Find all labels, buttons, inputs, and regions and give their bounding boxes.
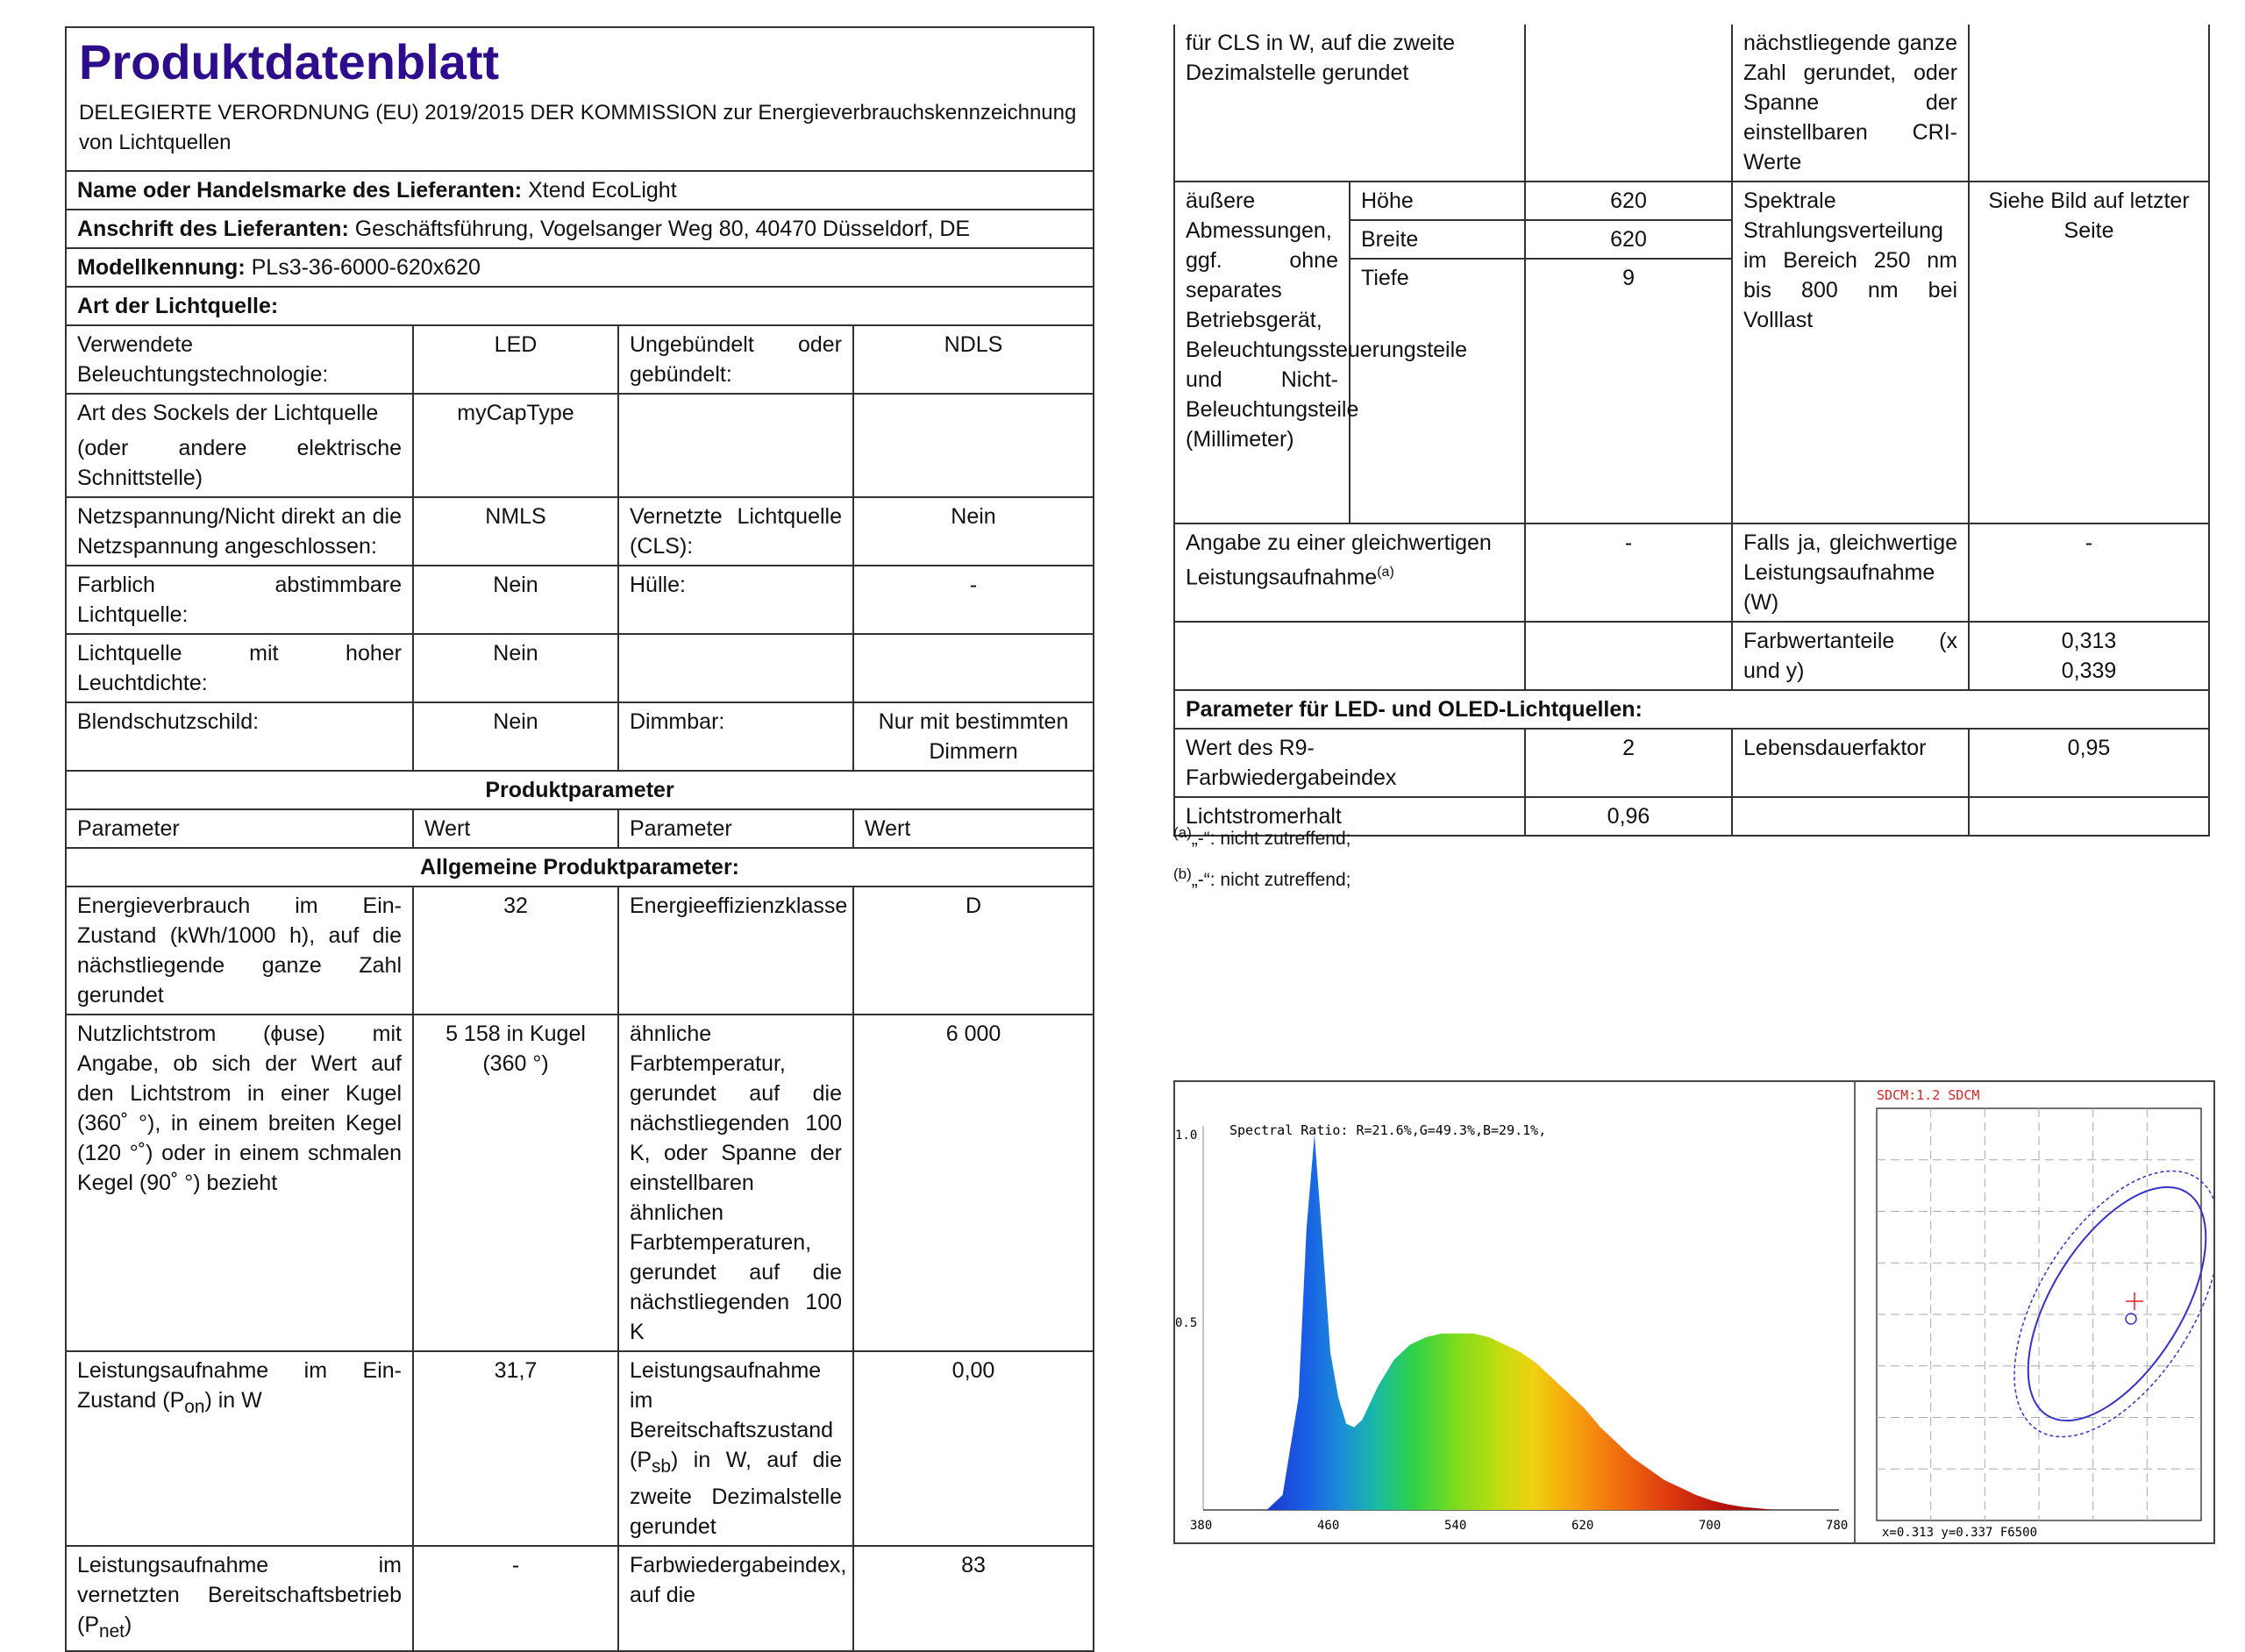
empty-cell <box>853 634 1094 702</box>
spectral-ratio-text: Spectral Ratio: R=21.6%,G=49.3%,B=29.1%, <box>1229 1122 1547 1138</box>
empty-cell <box>1525 622 1732 690</box>
connected-value: Nein <box>853 497 1094 566</box>
pon-label-unit: ) in W <box>204 1388 262 1413</box>
empty-cell <box>1732 797 1969 836</box>
footnote-a-mark: (a) <box>1173 824 1192 841</box>
high-luminance-label: Lichtquelle mit hoher Leuchtdichte: <box>66 634 413 702</box>
measured-point <box>2126 1314 2136 1324</box>
height-value: 620 <box>1525 182 1732 220</box>
footnote-a-text: „-“: nicht zutreffend; <box>1191 829 1351 849</box>
pnet-label-end: ) <box>124 1613 132 1637</box>
mains-value: NMLS <box>413 497 618 566</box>
x-tick-label: 380 <box>1190 1519 1213 1533</box>
empty-cell <box>1969 25 2209 182</box>
sdcm-title: SDCM:1.2 SDCM <box>1877 1087 1980 1103</box>
width-value: 620 <box>1525 220 1732 259</box>
cap-label-cell <box>66 394 413 497</box>
mains-label: Netzspannung/Nicht direkt an die Netzspannung angeschlossen: <box>66 497 413 566</box>
flux-value: 5 158 in Kugel (360 °) <box>413 1015 618 1351</box>
model-label: Modellkennung: <box>77 255 246 280</box>
led-parameters-heading: Parameter für LED- und OLED-Lichtquellen: <box>1174 690 2209 729</box>
product-parameters-heading: Produktparameter <box>66 771 1094 809</box>
footnote-b-mark: (b) <box>1173 865 1192 882</box>
pnet-sub: net <box>99 1621 125 1641</box>
spectrum-area <box>1267 1135 1776 1510</box>
height-label: Höhe <box>1350 182 1525 220</box>
focus-value: NDLS <box>853 325 1094 394</box>
supplier-name-row <box>66 171 1094 210</box>
x-tick-label: 700 <box>1699 1519 1721 1533</box>
general-parameters-heading: Allgemeine Produktparameter: <box>66 848 1094 887</box>
footnote-b-text: „-“: nicht zutreffend; <box>1191 870 1351 890</box>
supplier-address-label: Anschrift des Lieferanten: <box>77 217 349 241</box>
depth-value: 9 <box>1525 259 1732 523</box>
psb-label <box>618 1351 853 1546</box>
psb-label-unit: ) in W, auf die zweite Dezimalstelle gerundet <box>630 1448 842 1539</box>
page-title: Produktdatenblatt <box>79 34 500 89</box>
col-header-parameter: Parameter <box>618 809 853 848</box>
pon-label <box>66 1351 413 1546</box>
equivalent-power-yes-label: Falls ja, gleichwertige Leistungsaufnahme (W) <box>1732 523 1969 622</box>
focus-label: Ungebündelt oder gebündelt: <box>618 325 853 394</box>
tech-label: Verwendete Beleuchtungstechnologie: <box>66 325 413 394</box>
connected-label: Vernetzte Lichtquelle (CLS): <box>618 497 853 566</box>
footnote-a <box>1173 815 1351 857</box>
spectrum-svg <box>1175 1082 2213 1542</box>
depth-label: Tiefe <box>1350 259 1525 523</box>
psb-sub: sb <box>652 1456 671 1477</box>
equivalent-power-yes-value: - <box>1969 523 2209 622</box>
envelope-label: Hülle: <box>618 566 853 634</box>
sdcm-inner-ellipse <box>1992 1158 2213 1450</box>
cls-continuation: für CLS in W, auf die zweite Dezimalstelle gerundet <box>1174 25 1525 182</box>
pon-sub: on <box>184 1397 205 1417</box>
cap-label-line1: Art des Sockels der Lichtquelle <box>77 401 379 425</box>
supplier-name-label: Name oder Handelsmarke des Lieferanten: <box>77 178 523 203</box>
maintenance-label: Lichtstromerhalt <box>1174 797 1525 836</box>
coordinates-text: x=0.313 y=0.337 F6500 <box>1882 1526 2038 1540</box>
psb-value: 0,00 <box>853 1351 1094 1546</box>
chromaticity-label: Farbwertanteile (x und y) <box>1732 622 1969 690</box>
cri-value: 83 <box>853 1546 1094 1651</box>
pnet-value: - <box>413 1546 618 1651</box>
equivalent-power-value: - <box>1525 523 1732 622</box>
life-factor-label: Lebensdauerfaktor <box>1732 729 1969 797</box>
spectrum-figure <box>1173 1080 2215 1544</box>
y-tick-label: 0.5 <box>1175 1316 1198 1330</box>
pnet-label-text: Leistungsaufnahme im vernetzten Bereitschaftsbetrieb (P <box>77 1553 402 1637</box>
width-label: Breite <box>1350 220 1525 259</box>
x-tick-labels <box>1190 1519 1848 1533</box>
y-tick-label: 1.0 <box>1175 1129 1198 1143</box>
tech-value: LED <box>413 325 618 394</box>
supplier-address-row <box>66 210 1094 248</box>
footnotes <box>1173 815 1351 898</box>
cri-continuation: nächstliegende ganze Zahl gerundet, oder Spanne der einstellbaren CRI-Werte <box>1732 25 1969 182</box>
empty-cell <box>618 634 853 702</box>
envelope-value: - <box>853 566 1094 634</box>
r9-value: 2 <box>1525 729 1732 797</box>
chromaticity-y: 0,339 <box>2061 659 2117 683</box>
dimensions-label: äußere Abmessungen, ggf. ohne separates Betriebsgerät, Beleuchtungssteuerungsteile und Nicht-Beleuchtungsteile (Millimeter) <box>1174 182 1350 523</box>
energy-value: 32 <box>413 887 618 1015</box>
high-luminance-value: Nein <box>413 634 618 702</box>
maintenance-value: 0,96 <box>1525 797 1732 836</box>
glare-label: Blendschutzschild: <box>66 702 413 771</box>
life-factor-value: 0,95 <box>1969 729 2209 797</box>
spectral-distribution-label: Spektrale Strahlungsverteilung im Bereich 250 nm bis 800 nm bei Volllast <box>1732 182 1969 523</box>
product-datasheet-table <box>65 26 1094 1652</box>
cct-label: ähnliche Farbtemperatur, gerundet auf die nächstliegenden 100 K, oder Spanne der einstellbaren ähnlichen Farbtemperaturen, gerundet auf die nächstliegenden 100 K <box>618 1015 853 1351</box>
model-row <box>66 248 1094 287</box>
r9-label: Wert des R9-Farbwiedergabeindex <box>1174 729 1525 797</box>
psb-label-text: Leistungsaufnahme im Bereitschaftszustand (P <box>630 1358 834 1472</box>
col-header-value: Wert <box>853 809 1094 848</box>
energy-class-label: Energieeffizienzklasse <box>618 887 853 1015</box>
dimmable-value: Nur mit bestimmten Dimmern <box>853 702 1094 771</box>
header-cell <box>66 27 1094 171</box>
supplier-address-value: Geschäftsführung, Vogelsanger Weg 80, 40470 Düsseldorf, DE <box>354 217 971 241</box>
colour-tunable-label: Farblich abstimmbare Lichtquelle: <box>66 566 413 634</box>
chromaticity-x: 0,313 <box>2061 629 2117 653</box>
empty-cell <box>1969 797 2209 836</box>
empty-cell <box>1525 25 1732 182</box>
energy-label: Energieverbrauch im Ein-Zustand (kWh/1000 h), auf die nächstliegende ganze Zahl gerundet <box>66 887 413 1015</box>
empty-cell <box>853 394 1094 497</box>
chromaticity-value <box>1969 622 2209 690</box>
equivalent-power-label <box>1174 523 1525 622</box>
model-value: PLs3-36-6000-620x620 <box>251 255 481 280</box>
product-datasheet-continuation <box>1173 25 2210 837</box>
footnote-b <box>1173 857 1351 898</box>
flux-label: Nutzlichtstrom (ϕuse) mit Angabe, ob sich der Wert auf den Lichtstrom in einer Kugel (360˚ °), in einem breiten Kegel (120 °˚) oder in einem schmalen Kegel (90˚ °) bezieht <box>66 1015 413 1351</box>
dimmable-label: Dimmbar: <box>618 702 853 771</box>
energy-class-value: D <box>853 887 1094 1015</box>
cap-label-line2: (oder andere elektrische Schnittstelle) <box>77 436 402 490</box>
x-tick-label: 780 <box>1826 1519 1849 1533</box>
supplier-name-value: Xtend EcoLight <box>528 178 677 203</box>
col-header-value: Wert <box>413 809 618 848</box>
light-type-heading: Art der Lichtquelle: <box>66 287 1094 325</box>
footnote-mark-a: (a) <box>1377 565 1394 580</box>
x-tick-label: 540 <box>1444 1519 1467 1533</box>
pon-label-text: Leistungsaufnahme im Ein-Zustand (P <box>77 1358 402 1413</box>
equivalent-power-text: Angabe zu einer gleichwertigen Leistungsaufnahme <box>1186 530 1492 590</box>
cri-label: Farbwiedergabeindex, auf die <box>618 1546 853 1651</box>
x-tick-label: 460 <box>1317 1519 1340 1533</box>
glare-value: Nein <box>413 702 618 771</box>
x-tick-label: 620 <box>1572 1519 1594 1533</box>
cct-value: 6 000 <box>853 1015 1094 1351</box>
regulation-subtitle: DELEGIERTE VERORDNUNG (EU) 2019/2015 DER KOMMISSION zur Energieverbrauchskennzeichnung von Lichtquellen <box>79 101 1077 154</box>
cap-value: myCapType <box>413 394 618 497</box>
colour-tunable-value: Nein <box>413 566 618 634</box>
pon-value: 31,7 <box>413 1351 618 1546</box>
col-header-parameter: Parameter <box>66 809 413 848</box>
spectral-distribution-value: Siehe Bild auf letzter Seite <box>1969 182 2209 523</box>
empty-cell <box>1174 622 1525 690</box>
empty-cell <box>618 394 853 497</box>
pnet-label <box>66 1546 413 1651</box>
